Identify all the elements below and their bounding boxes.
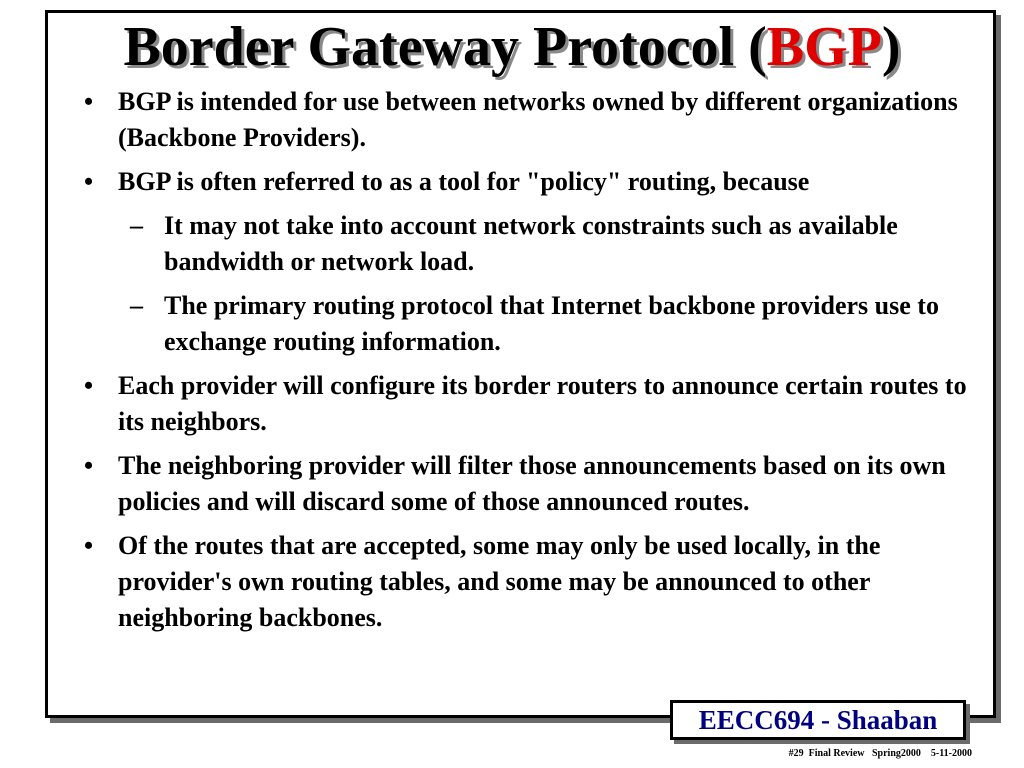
- bullet-item: [70, 368, 970, 440]
- sub-bullet-text: It may not take into account network constraints such as available bandwidth or network load.: [164, 211, 898, 276]
- bullet-marker: •: [84, 531, 94, 560]
- bullet-text: BGP is intended for use between networks owned by different organizations (Backbone Providers).: [118, 87, 958, 152]
- bullet-text: Each provider will configure its border routers to announce certain routes to its neighbors.: [118, 371, 967, 436]
- sub-bullet-text: The primary routing protocol that Internet backbone providers use to exchange routing information.: [164, 291, 939, 356]
- title-acronym: BGP: [766, 16, 882, 78]
- bullet-item: [70, 448, 970, 520]
- bullet-text: Of the routes that are accepted, some may only be used locally, in the provider's own routing tables, and some may be announced to other neighboring backbones.: [118, 531, 881, 632]
- bullet-text: BGP is often referred to as a tool for "policy" routing, because: [118, 167, 810, 196]
- bullet-marker: •: [84, 167, 94, 196]
- title-prefix: Border Gateway Protocol (: [123, 16, 767, 78]
- course-label: EECC694 - Shaaban: [698, 705, 938, 735]
- bullet-list: [70, 84, 970, 636]
- bullet-text: The neighboring provider will filter those announcements based on its own policies and will discard some of those announced routes.: [118, 451, 946, 516]
- sub-bullet-item: [70, 288, 970, 360]
- slide-title: [0, 14, 1024, 80]
- bullet-marker: •: [84, 87, 94, 116]
- slide-footnote: #29 Final Review Spring2000 5-11-2000: [788, 748, 972, 759]
- bullet-marker: •: [84, 451, 94, 480]
- bullet-item: [70, 84, 970, 156]
- sub-bullet-marker: –: [130, 291, 143, 320]
- sub-bullet-marker: –: [130, 211, 143, 240]
- sub-bullet-item: [70, 208, 970, 280]
- bullet-item: [70, 528, 970, 636]
- title-suffix: ): [881, 16, 901, 78]
- course-label-box: [670, 700, 966, 740]
- bullet-marker: •: [84, 371, 94, 400]
- bullet-item: [70, 164, 970, 200]
